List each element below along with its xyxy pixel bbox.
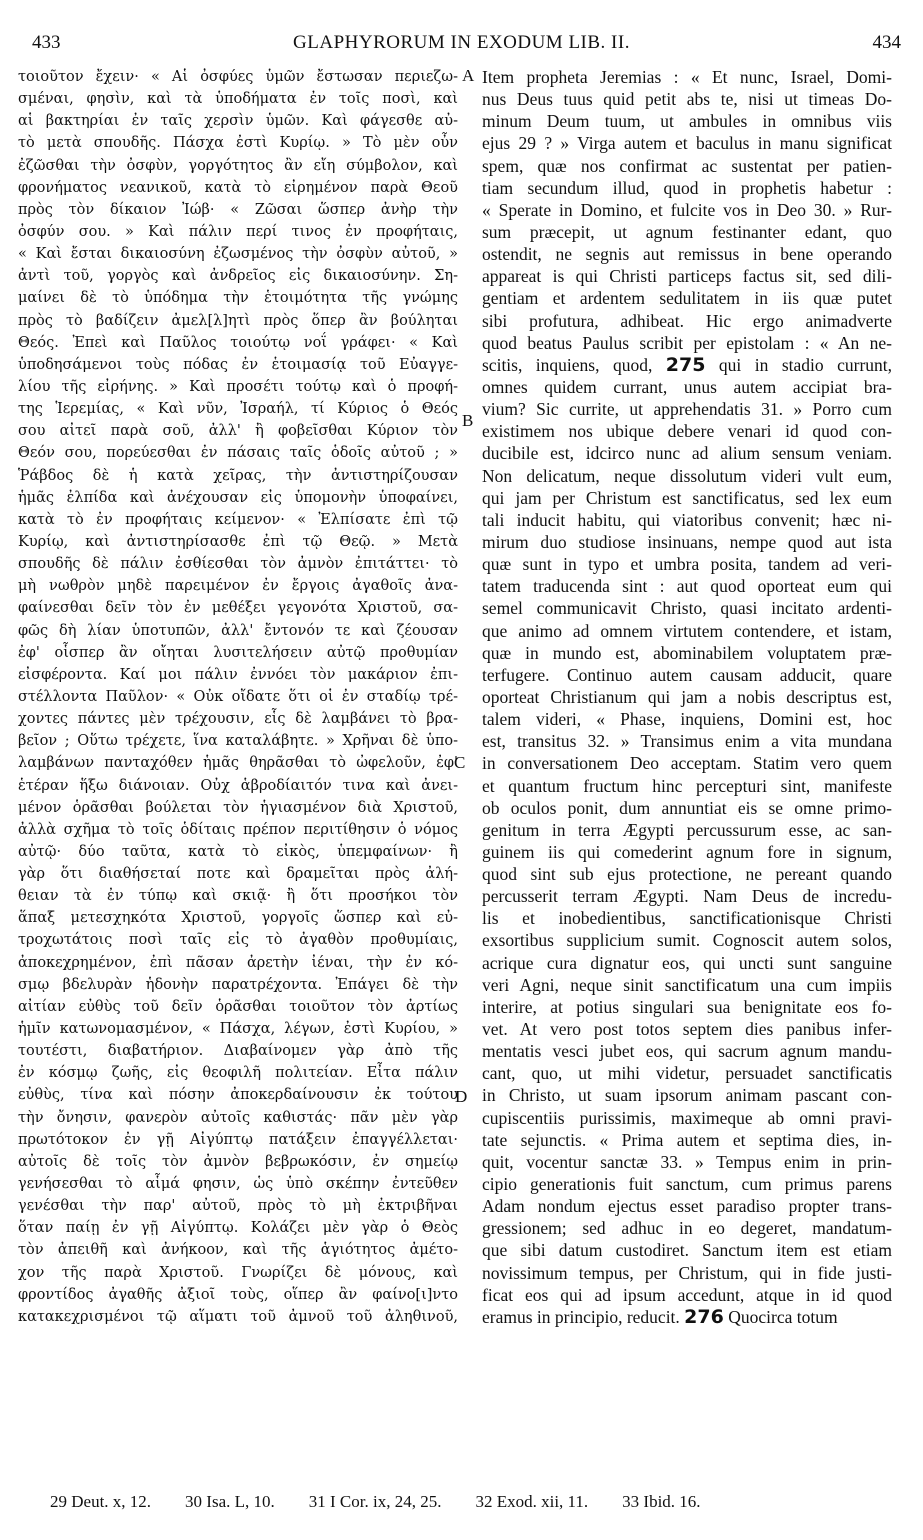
greek-text-line: σου αἰτεῖ παρὰ σοῦ, ἀλλ' ἢ φοβεῖσθαι Κύριον τὸν bbox=[18, 423, 458, 440]
latin-text-line: genitum in terra Ægypti percussurum esse, ac san- bbox=[482, 819, 892, 840]
greek-text-line: ἀλλὰ σχῆμα τὸ τοῖς ὁδίταις πρέπον περιτίθησιν ὁ νόμος bbox=[18, 821, 458, 838]
footnotes bbox=[50, 1492, 910, 1514]
greek-text-line: στέλλοντα Παῦλον· « Οὐκ οἴδατε ὅτι οἱ ἐν σταδίῳ τρέ- bbox=[18, 688, 458, 705]
greek-text-line: πρωτότοκον ἐν γῇ Αἰγύπτῳ πατάξειν ἐπαγγέλλεται· bbox=[18, 1131, 458, 1148]
latin-text-line: percusserit terram Ægypti. Nam Deus de incredu- bbox=[482, 886, 892, 907]
latin-text-line: nus Deus tuus quid petit abs te, nisi ut timeas Do- bbox=[482, 89, 892, 110]
greek-text-line: εὐθὺς, τίνα καὶ πόσην ἀποκερδαίνουσιν ἐκ τούτου bbox=[18, 1087, 458, 1104]
greek-text-line: αὐτοῖς δὲ τοῖς τὸν ἀμνὸν βεβρωκόσιν, ἐν σημείῳ bbox=[18, 1153, 458, 1170]
latin-text-line: que sibi datum custodiret. Sanctum item est etiam bbox=[482, 1240, 892, 1261]
greek-text-line: ἐφ' οἷσπερ ἂν οἴηται λυσιτελήσειν αὐτῷ προθυμίαν bbox=[18, 644, 458, 661]
margin-letter-b: B bbox=[462, 411, 474, 430]
greek-text-line: ἐζῶσθαι τὴν ὀσφὺν, γοργότητος ἂν εἴη σύμβολον, καὶ bbox=[18, 157, 458, 174]
page-header bbox=[0, 32, 923, 58]
greek-text-line: φῶς δὴ λίαν ὑποτυπῶν, ἀλλ' ἔντονόν τε καὶ ζέουσαν bbox=[18, 622, 458, 639]
greek-text-line: τοιοῦτον ἔχειν· « Αἱ ὀσφύες ὑμῶν ἔστωσαν περιεζω- bbox=[18, 69, 458, 85]
latin-text-line: ficat eos qui ad ipsum accedunt, atque in id quod bbox=[482, 1284, 892, 1305]
greek-text-line: ἡμᾶς ἐλπίδα καὶ ἀνέχουσαν εἰς ὑπομονὴν ὑποφαίνει, bbox=[18, 489, 458, 506]
greek-column bbox=[18, 66, 458, 1328]
latin-text-line: Non delicatum, neque dissolutum videri vult eum, bbox=[482, 465, 892, 486]
latin-text-line: ducibile est, idcirco nunc ad alium sensum veniam. bbox=[482, 443, 892, 464]
greek-text-line: βεῖον ; Οὕτω τρέχετε, ἵνα καταλάβητε. » Χρῆναι δὲ ὑπο- bbox=[18, 733, 458, 750]
greek-text-line: φαίνεσθαι δεῖν τὸν ἐν μεθέξει γεγονότα Χριστοῦ, σα- bbox=[18, 600, 458, 617]
greek-text-line: Θεός. Ἐπεὶ καὶ Παῦλος τοιούτῳ νοΐ γράφει· « Καὶ bbox=[18, 334, 458, 351]
greek-text-line: αἰτίαν εὐθὺς τοῦ δεῖν ὁρᾶσθαι τοιοῦτον τὸν ἀρτίως bbox=[18, 998, 458, 1015]
latin-text-line: gentiam et ardentem sedulitatem in iis quæ putet bbox=[482, 288, 892, 309]
greek-text-line: πρὸς τὸ βαδίζειν ἀμελ[λ]ητὶ πρὸς ὅπερ ἂν βούληται bbox=[18, 312, 458, 329]
greek-text-line: σμῳ βδελυρὰν ἡδονὴν παρατρέχοντα. Ἐπάγει δὲ τὴν bbox=[18, 976, 458, 993]
latin-text-line: sum præcepit, ut agnum festinanter edant, quo bbox=[482, 221, 892, 242]
greek-text-line: γενήσεσθαι τὸ αἷμά φησιν, ὡς ὑπὸ σκέπην ἐντεῦθεν bbox=[18, 1176, 458, 1193]
greek-text-line: Κυρίῳ, καὶ ἀντιστηρίσασθε ἐπὶ τῷ Θεῷ. » Μετὰ bbox=[18, 533, 458, 550]
latin-text-line: novissimum tempus, per Christum, qui in fide justi- bbox=[482, 1262, 892, 1283]
latin-text-line: cupiscentiis purissimis, maximeque ab omni pravi- bbox=[482, 1107, 892, 1128]
latin-text-line: Adam nondum ejectus esset paradiso propter trans- bbox=[482, 1196, 892, 1217]
running-title: GLAPHYRORUM IN EXODUM LIB. II. bbox=[293, 32, 630, 53]
latin-text-line: veri Agni, neque sinit sanctificatum una cum impiis bbox=[482, 974, 892, 995]
latin-text-line: mentatis vesci jubet eos, qui sacrum agnum mandu- bbox=[482, 1041, 892, 1062]
greek-text-line: εἰσφέροντα. Καί μοι πάλιν ἐννόει τὸν μακάριον ἐπι- bbox=[18, 666, 458, 683]
greek-text-line: ἑτέραν ἥξω διάνοιαν. Οὐχ ἁβροδίαιτόν τινα καὶ ἀνει- bbox=[18, 777, 458, 794]
greek-text-line: τουτέστι, διαβατήριον. Διαβαίνομεν γὰρ ἀπὸ τῆς bbox=[18, 1043, 458, 1060]
latin-text-line: in Christo, ut suam ipsorum animam pascant con- bbox=[482, 1085, 892, 1106]
page-number-right: 434 bbox=[872, 32, 901, 53]
latin-text-line: est, transitus 32. » Transimus enim a vita mundana bbox=[482, 731, 892, 752]
latin-text-line: omnes quidem currant, unus autem accipiat bra- bbox=[482, 376, 892, 397]
greek-text-line: αὐτῷ· δύο ταῦτα, κατὰ τὸ εἰκὸς, ὑπεμφαίνων· ἢ bbox=[18, 843, 458, 860]
latin-text-line: vet. At vero post totos septem dies panibus infer- bbox=[482, 1019, 892, 1040]
greek-text-line: τὴν ὄνησιν, φανερὸν αὐτοῖς καθιστάς· πᾶν μὲν γὰρ bbox=[18, 1109, 458, 1126]
latin-text-line: in conversationem Deo acceptam. Statim vero quem bbox=[482, 753, 892, 774]
footnote: 33 Ibid. 16. bbox=[622, 1492, 701, 1511]
latin-text-line: interire, at potius singulari sua benignitate eos fo- bbox=[482, 996, 892, 1017]
latin-text-line: quod beatus Paulus scribit per epistolam : « An ne- bbox=[482, 332, 892, 353]
latin-text-line: quit, vocentur sanctæ 33. » Tempus enim in prin- bbox=[482, 1151, 892, 1172]
footnote: 31 I Cor. ix, 24, 25. bbox=[308, 1492, 442, 1511]
greek-text-line: κατὰ τὸ ἐν προφήταις κείμενον· « Ἐλπίσατε ἐπὶ τῷ bbox=[18, 511, 458, 528]
latin-text-line: ejus 29 ? » Virga autem et baculus in manu significat bbox=[482, 133, 892, 154]
footnote: 32 Exod. xii, 11. bbox=[475, 1492, 589, 1511]
latin-text-line: vium? Sic currite, ut apprehendatis 31. » Porro cum bbox=[482, 399, 892, 420]
latin-text-line: talem videri, « Phase, inquiens, Domini est, hoc bbox=[482, 709, 892, 730]
greek-text-line: σπουδῆς δὲ πάλιν ἐσθίεσθαι τὸν ἀμνὸν ἐπιτάττει· τὸ bbox=[18, 556, 458, 573]
latin-text-line: ob oculos ponit, dum annuntiat eis se omne primo- bbox=[482, 797, 892, 818]
latin-text-line: scitis, inquiens, quod, 275 qui in stadio currunt, bbox=[482, 353, 892, 376]
latin-text-line: eramus in principio, reducit. 276 Quocirca totum bbox=[482, 1305, 838, 1328]
greek-text-line: λίου τῆς εἰρήνης. » Καὶ προσέτι τούτῳ καὶ ὁ προφή- bbox=[18, 378, 458, 395]
latin-text-line: qui jam per Christum est sanctificatus, sed lex eum bbox=[482, 487, 892, 508]
greek-text-line: ἅπαξ μετεσχηκότα Χριστοῦ, γοργοῖς ὥσπερ καὶ εὐ- bbox=[18, 910, 458, 927]
latin-text-line: minum Deum tuum, ut ambules in omnibus viis bbox=[482, 111, 892, 132]
greek-text-line: ὅταν παίῃ ἐν γῇ Αἰγύπτῳ. Κολάζει μὲν γὰρ ὁ Θεὸς bbox=[18, 1220, 458, 1237]
greek-text-line: ὑποδησάμενοι τοὺς πόδας ἐν ἑτοιμασίᾳ τοῦ Εὐαγγε- bbox=[18, 356, 458, 373]
latin-text-line: tatem traducenda sint : aut quod oporteat eum qui bbox=[482, 576, 892, 597]
latin-text-line: quod sint sub ejus protectione, ne pereant quando bbox=[482, 864, 892, 885]
greek-text-line: μὴ νωθρὸν μηδὲ παρειμένον ἐν ἔργοις ἀγαθοῖς ἀνα- bbox=[18, 578, 458, 595]
greek-text-line: της Ἱερεμίας, « Καὶ νῦν, Ἰσραήλ, τί Κύριος ὁ Θεός bbox=[18, 401, 458, 418]
column-number-marker: 275 bbox=[665, 353, 706, 376]
latin-text-line: tiam secundum illud, quod in prophetis habetur : bbox=[482, 177, 892, 198]
greek-text-line: γενέσθαι τὴν παρ' αὐτοῦ, πρὸς τὸ μὴ ἐκτριβῆναι bbox=[18, 1198, 458, 1215]
latin-text-line: existimem nos ubique debere venari id quod con- bbox=[482, 421, 892, 442]
greek-text-line: θειαν τὰ ἐν τύπῳ καὶ σκιᾷ· ἢ ὅτι προσήκοι τὸν bbox=[18, 888, 458, 905]
latin-text-line: quæ sunt in typo et umbra posita, tandem ad veri- bbox=[482, 554, 892, 575]
greek-text-line: ὀσφύν σου. » Καὶ πάλιν περί τινος ἐν προφήταις, bbox=[18, 223, 458, 240]
greek-text-line: ἐν κόσμῳ ζωῆς, εἰς θεοφιλῆ πολιτείαν. Εἶτα πάλιν bbox=[18, 1065, 458, 1082]
greek-text-line: χοντες πάντες μὲν τρέχουσιν, εἷς δὲ λαμβάνει τὸ βρα- bbox=[18, 711, 458, 728]
greek-text-line: ἡμῖν κατωνομασμένον, « Πάσχα, λέγων, ἐστὶ Κυρίου, » bbox=[18, 1021, 458, 1038]
greek-text-line: γὰρ ὅτι διαθήσεταί ποτε καὶ δραμεῖται πρὸς ἀλή- bbox=[18, 866, 458, 883]
column-number-marker: 276 bbox=[684, 1305, 724, 1328]
margin-letter-a: A bbox=[462, 66, 475, 85]
greek-text-line: τὸ μετὰ σπουδῆς. Πάσχα ἐστὶ Κυρίῳ. » Τὸ μὲν οὖν bbox=[18, 135, 458, 152]
latin-text-line: semel communicavit Christo, quasi incitato ardenti- bbox=[482, 598, 892, 619]
latin-column bbox=[482, 66, 892, 1328]
latin-text-line: acrique cura dignatur eos, qui uncti sunt sanguine bbox=[482, 952, 892, 973]
latin-text-line: que animo ad omnem virtutem contendere, et istam, bbox=[482, 620, 892, 641]
latin-text-line: tate sejunctis. « Prima autem et septima dies, in- bbox=[482, 1129, 892, 1150]
greek-text-line: « Καὶ ἔσται δικαιοσύνη ἐζωσμένος τὴν ὀσφὺν αὐτοῦ, » bbox=[18, 246, 458, 263]
latin-text-line: mirum duo studiose insinuans, nempe quod aut ista bbox=[482, 531, 892, 552]
latin-text-line: appareat is qui Christi particeps factus sit, sed dili- bbox=[482, 266, 892, 287]
greek-text-line: κατακεχρισμένοι τῷ αἵματι τοῦ ἀμνοῦ τοῦ ἀληθινοῦ, bbox=[18, 1308, 458, 1325]
latin-text-line: sibi profutura, adhibeat. Hic ergo animadverte bbox=[482, 310, 892, 331]
greek-text-line: Θεόν σου, πορεύεσθαι ἐν πάσαις ταῖς ὁδοῖς αὐτοῦ ; » bbox=[18, 445, 458, 462]
greek-text-line: ἀντὶ τοῦ, γοργὸς καὶ ἀνδρεῖος εἰς δικαιοσύνην. Ση- bbox=[18, 268, 458, 285]
greek-text-line: τὸν ἀπειθῆ καὶ ἀνήκοον, καὶ τῆς ἁγιότητος ἀμέτο- bbox=[18, 1242, 458, 1259]
greek-text-line: φρονήματος νεανικοῦ, κατὰ τὸ εἰρημένον παρὰ Θεοῦ bbox=[18, 179, 458, 196]
latin-text-line: guinem iis qui comederint agnum fore in signum, bbox=[482, 841, 892, 862]
margin-letter-c: C bbox=[454, 753, 466, 772]
greek-text-line: ἀποκεχρημένον, ἐπὶ πᾶσαν ἀρετὴν ἰέναι, τὴν ἐν κό- bbox=[18, 954, 458, 971]
greek-text-line: πρὸς τὸν δίκαιον Ἰώβ· « Ζῶσαι ὥσπερ ἀνὴρ τὴν bbox=[18, 201, 458, 218]
footnote: 30 Isa. L, 10. bbox=[185, 1492, 275, 1511]
latin-text-line: spem, quæ nos confirmat ac sustentat per patien- bbox=[482, 155, 892, 176]
latin-text-line: quæ in mundo est, abominabilem voluptatem præ- bbox=[482, 642, 892, 663]
latin-text-line: cipio generationis fuit sanctum, cum primus parens bbox=[482, 1174, 892, 1195]
greek-text-line: μένον ὁρᾶσθαι βούλεται τὸν ἡγιασμένον διὰ Χριστοῦ, bbox=[18, 799, 458, 816]
latin-text-line: gressionem; sed adhuc in eo degeret, mandatum- bbox=[482, 1218, 892, 1239]
latin-text-line: Item propheta Jeremias : « Et nunc, Israel, Domi- bbox=[482, 67, 892, 87]
greek-text-line: φροντίδος ἀγαθῆς ἀξιοῖ τοὺς, οἵπερ ἂν φαίνο[ι]ντο bbox=[18, 1286, 458, 1303]
page-number-left: 433 bbox=[32, 32, 61, 53]
greek-text-line: σμέναι, φησὶν, καὶ τὰ ὑποδήματα ἐν τοῖς ποσὶ, καὶ bbox=[18, 91, 458, 108]
latin-text-line: lis et inobedientibus, sanctificationisque Christi bbox=[482, 908, 892, 929]
greek-text-line: χον τῆς παρὰ Χριστοῦ. Γνωρίζει δὲ μόνους, καὶ bbox=[18, 1264, 458, 1281]
margin-letter-d: D bbox=[455, 1087, 468, 1106]
latin-text-line: « Sperate in Domino, et fulcite vos in Deo 30. » Rur- bbox=[482, 199, 892, 220]
latin-text-line: terfugere. Continuo autem causam adducit, quare bbox=[482, 664, 892, 685]
greek-text-line: λαμβάνων πανταχόθεν ἡμᾶς θηρᾶσθαι τὸ ὠφελοῦν, ἐφ' bbox=[18, 755, 458, 772]
latin-text-line: tali inducit habitu, qui viatoribus convenit; hæc ni- bbox=[482, 509, 892, 530]
latin-text-line: ostendit, ne segnis aut remissus in bene operando bbox=[482, 244, 892, 265]
greek-text-line: τροχωτάτοις ποσὶ ταῖς εἰς τὸ ἀγαθὸν προθυμίαις, bbox=[18, 932, 458, 949]
greek-text-line: Ῥάβδος δὲ ἡ κατὰ χεῖρας, τὴν ἀντιστηρίζουσαν bbox=[18, 467, 458, 484]
greek-text-line: αἱ βακτηρίαι ἐν ταῖς χερσὶν ὑμῶν. Καὶ φάγεσθε αὐ- bbox=[18, 113, 458, 130]
latin-text-line: exsortibus supplicium sumit. Cognoscit autem solos, bbox=[482, 930, 892, 951]
latin-text-line: et quantum fructum hinc percepturi sint, manifeste bbox=[482, 775, 892, 796]
latin-text-line: oporteat Christianum qui jam a nobis descriptus est, bbox=[482, 686, 892, 707]
greek-text-line: μαίνει δὲ τὸ ὑπόδημα τὴν ἑτοιμότητα τῆς γνώμης bbox=[18, 290, 458, 307]
latin-text-line: cant, quo, ut mihi videtur, persuadet sanctificatis bbox=[482, 1063, 892, 1084]
footnote: 29 Deut. x, 12. bbox=[50, 1492, 152, 1511]
